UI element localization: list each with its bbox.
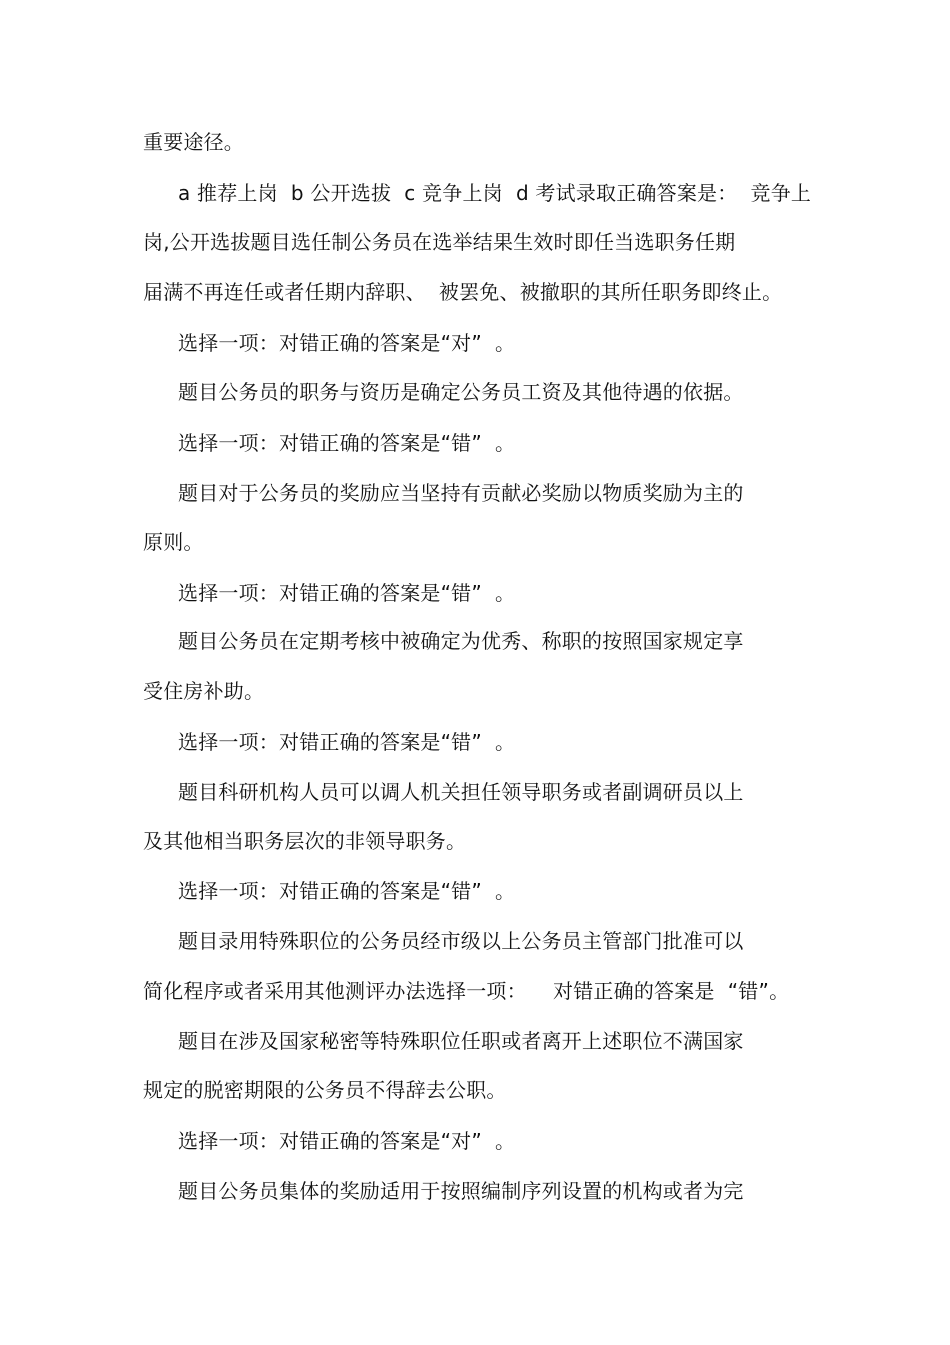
text-line: a 推荐上岗 b 公开选拔 c 竞争上岗 d 考试录取正确答案是： 竞争上 bbox=[178, 181, 812, 205]
text-line: 岗,公开选拔题目选任制公务员在选举结果生效时即任当选职务任期 bbox=[143, 230, 736, 254]
text-line: 重要途径。 bbox=[143, 130, 244, 154]
text-line: 题目公务员集体的奖励适用于按照编制序列设置的机构或者为完 bbox=[178, 1179, 744, 1203]
text-line: 选择一项：对错正确的答案是“错” 。 bbox=[178, 879, 516, 903]
text-line: 题目科研机构人员可以调人机关担任领导职务或者副调研员以上 bbox=[178, 780, 744, 804]
text-line: 选择一项：对错正确的答案是“错” 。 bbox=[178, 431, 516, 455]
text-line: 原则。 bbox=[143, 530, 204, 554]
text-line: 选择一项：对错正确的答案是“对” 。 bbox=[178, 1129, 516, 1153]
text-line: 选择一项：对错正确的答案是“对” 。 bbox=[178, 331, 516, 355]
text-line: 题目对于公务员的奖励应当坚持有贡献必奖励以物质奖励为主的 bbox=[178, 481, 744, 505]
text-line: 受住房补助。 bbox=[143, 679, 265, 703]
text-line: 题目公务员的职务与资历是确定公务员工资及其他待遇的依据。 bbox=[178, 380, 744, 404]
text-line: 题目在涉及国家秘密等特殊职位任职或者离开上述职位不满国家 bbox=[178, 1029, 744, 1053]
text-line: 及其他相当职务层次的非领导职务。 bbox=[143, 829, 467, 853]
text-line: 题目公务员在定期考核中被确定为优秀、称职的按照国家规定享 bbox=[178, 629, 744, 653]
text-line: 规定的脱密期限的公务员不得辞去公职。 bbox=[143, 1078, 507, 1102]
text-line: 简化程序或者采用其他测评办法选择一项： 对错正确的答案是 “错”。 bbox=[143, 979, 790, 1003]
text-line: 届满不再连任或者任期内辞职、 被罢免、被撤职的其所任职务即终止。 bbox=[143, 280, 783, 304]
text-line: 选择一项：对错正确的答案是“错” 。 bbox=[178, 581, 516, 605]
text-line: 选择一项：对错正确的答案是“错” 。 bbox=[178, 730, 516, 754]
text-line: 题目录用特殊职位的公务员经市级以上公务员主管部门批准可以 bbox=[178, 929, 744, 953]
